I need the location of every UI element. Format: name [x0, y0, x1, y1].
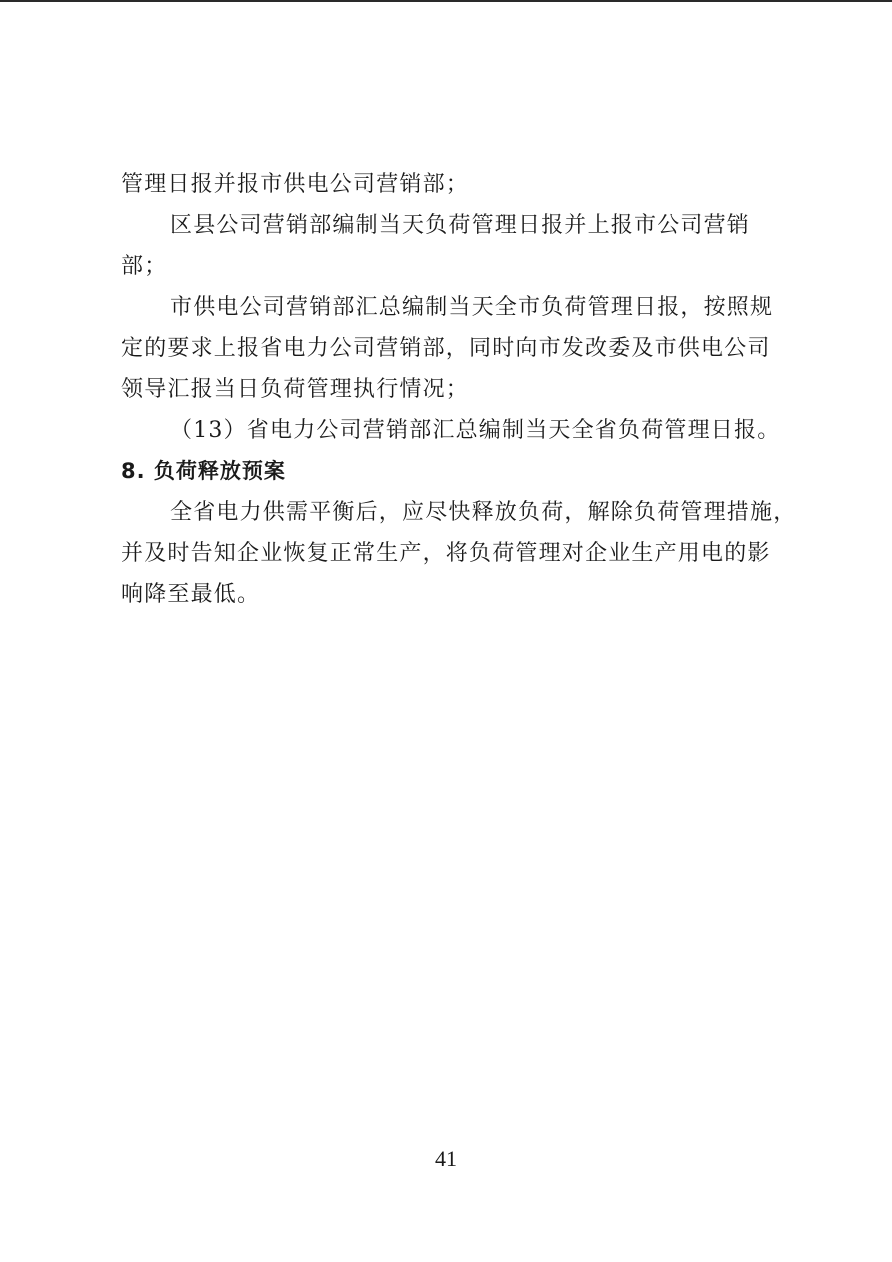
- section-heading: 8. 负荷释放预案: [121, 459, 286, 483]
- paragraph-line: 市供电公司营销部汇总编制当天全市负荷管理日报，按照规: [170, 295, 774, 320]
- paragraph-line: （13）省电力公司营销部汇总编制当天全省负荷管理日报。: [170, 418, 781, 443]
- paragraph-line: 响降至最低。: [121, 582, 261, 607]
- paragraph-line: 区县公司营销部编制当天负荷管理日报并上报市公司营销: [170, 213, 751, 238]
- document-body: [121, 164, 797, 615]
- paragraph-line: 并及时告知企业恢复正常生产，将负荷管理对企业生产用电的影: [121, 541, 771, 566]
- top-border-line: [0, 0, 892, 2]
- paragraph-line: 领导汇报当日负荷管理执行情况；: [121, 377, 470, 402]
- paragraph-line: 管理日报并报市供电公司营销部；: [121, 172, 470, 197]
- paragraph-line: 定的要求上报省电力公司营销部，同时向市发改委及市供电公司: [121, 336, 771, 361]
- paragraph-line: 全省电力供需平衡后，应尽快释放负荷，解除负荷管理措施，: [170, 500, 797, 525]
- paragraph-line: 部；: [121, 254, 168, 279]
- page-number: 41: [435, 1146, 457, 1171]
